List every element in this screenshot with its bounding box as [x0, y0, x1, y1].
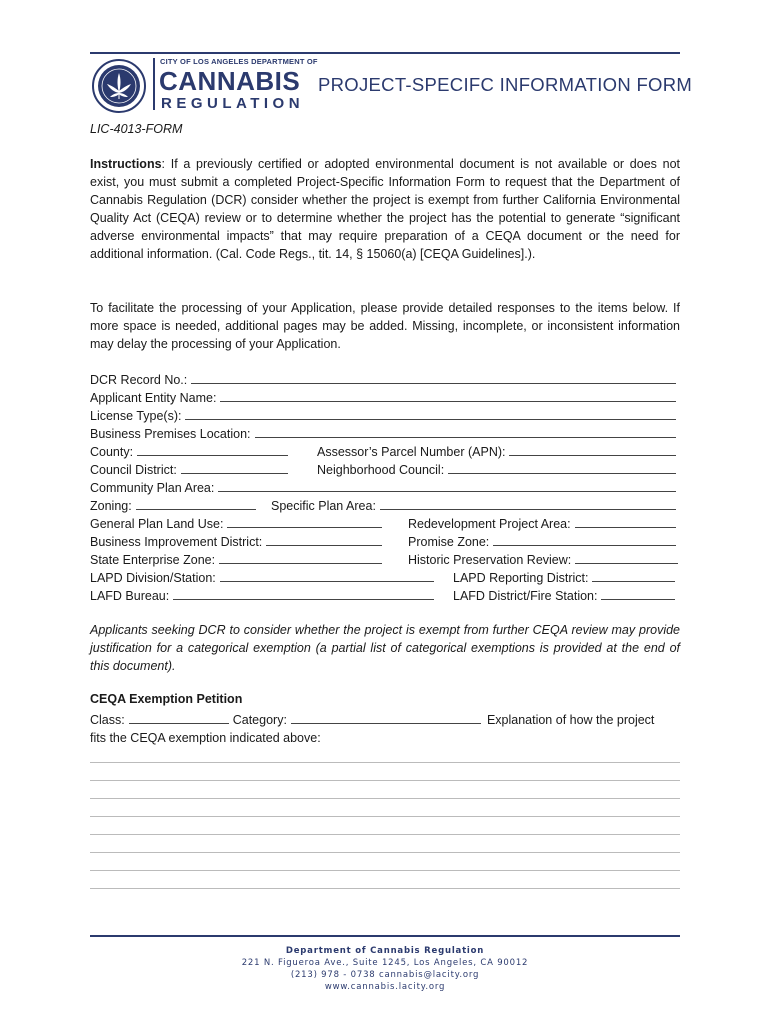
instructions-label: Instructions: [90, 157, 162, 171]
org-name: CANNABIS: [159, 66, 301, 96]
lapd-division-input[interactable]: [220, 570, 434, 582]
explanation-line[interactable]: [90, 816, 680, 817]
explanation-label: Explanation of how the project: [486, 713, 655, 727]
footer-address: 221 N. Figueroa Ave., Suite 1245, Los Angeles, CA 90012: [241, 958, 529, 968]
lapd-reporting-label: LAPD Reporting District:: [453, 571, 589, 585]
form-title: PROJECT-SPECIFC INFORMATION FORM: [318, 74, 693, 95]
footer-rule: [90, 935, 680, 937]
community-plan-input[interactable]: [218, 480, 676, 492]
explanation-line[interactable]: [90, 888, 680, 889]
entity-name-input[interactable]: [220, 390, 676, 402]
redevelopment-field[interactable]: [408, 515, 676, 533]
license-types-input[interactable]: [185, 408, 676, 420]
org-subname: REGULATION: [161, 95, 305, 112]
lapd-division-label: LAPD Division/Station:: [90, 571, 216, 585]
council-district-field[interactable]: [90, 461, 288, 479]
state-enterprise-input[interactable]: [219, 552, 382, 564]
footer-contact: (213) 978 - 0738 cannabis@lacity.org: [290, 970, 480, 980]
lapd-division-field[interactable]: [90, 569, 434, 587]
bid-input[interactable]: [266, 534, 382, 546]
premises-location-field[interactable]: [90, 425, 676, 443]
state-enterprise-label: State Enterprise Zone:: [90, 553, 216, 567]
category-label: Category:: [232, 713, 287, 727]
explanation-line[interactable]: [90, 852, 680, 853]
class-category-row: [90, 711, 680, 729]
explanation-line[interactable]: [90, 798, 680, 799]
general-plan-input[interactable]: [227, 516, 382, 528]
promise-zone-label: Promise Zone:: [408, 535, 490, 549]
footer-website: www.cannabis.lacity.org: [324, 982, 446, 992]
neighborhood-council-input[interactable]: [448, 462, 676, 474]
explanation-line[interactable]: [90, 834, 680, 835]
class-label: Class:: [90, 713, 125, 727]
explanation-line[interactable]: [90, 870, 680, 871]
apn-field[interactable]: [317, 443, 676, 461]
entity-name-field[interactable]: [90, 389, 676, 407]
logo-divider: [153, 58, 155, 110]
general-plan-label: General Plan Land Use:: [90, 517, 224, 531]
explanation-line[interactable]: [90, 780, 680, 781]
category-input[interactable]: [291, 712, 481, 724]
dcr-record-field[interactable]: [90, 371, 676, 389]
community-plan-label: Community Plan Area:: [90, 481, 215, 495]
specific-plan-field[interactable]: [271, 497, 676, 515]
county-field[interactable]: [90, 443, 288, 461]
premises-location-label: Business Premises Location:: [90, 427, 251, 441]
general-plan-field[interactable]: [90, 515, 382, 533]
redevelopment-input[interactable]: [575, 516, 676, 528]
form-id: LIC-4013-FORM: [90, 122, 183, 136]
promise-zone-input[interactable]: [493, 534, 676, 546]
dcr-record-label: DCR Record No.:: [90, 373, 188, 387]
council-district-label: Council District:: [90, 463, 177, 477]
lafd-district-field[interactable]: [453, 587, 675, 605]
explanation-line[interactable]: [90, 762, 680, 763]
license-types-field[interactable]: [90, 407, 676, 425]
lafd-bureau-input[interactable]: [173, 588, 434, 600]
city-seal-logo: [92, 59, 146, 113]
historic-label: Historic Preservation Review:: [408, 553, 572, 567]
apn-input[interactable]: [509, 444, 676, 456]
redevelopment-label: Redevelopment Project Area:: [408, 517, 571, 531]
specific-plan-label: Specific Plan Area:: [271, 499, 376, 513]
community-plan-field[interactable]: [90, 479, 676, 497]
class-input[interactable]: [129, 712, 229, 724]
specific-plan-input[interactable]: [380, 498, 676, 510]
fits-text: fits the CEQA exemption indicated above:: [90, 731, 321, 745]
lafd-bureau-label: LAFD Bureau:: [90, 589, 170, 603]
neighborhood-council-field[interactable]: [317, 461, 676, 479]
premises-location-input[interactable]: [255, 426, 677, 438]
council-district-input[interactable]: [181, 462, 288, 474]
historic-input[interactable]: [575, 552, 678, 564]
facilitate-paragraph: To facilitate the processing of your Application, please provide detailed responses to the items below. If more space is needed, additional pages may be added. Missing, incomplete, or inconsistent information may delay the processing of your Application.: [90, 301, 680, 351]
footer-department: Department of Cannabis Regulation: [285, 946, 485, 956]
lapd-reporting-input[interactable]: [592, 570, 675, 582]
promise-zone-field[interactable]: [408, 533, 676, 551]
neighborhood-council-label: Neighborhood Council:: [317, 463, 445, 477]
zoning-input[interactable]: [136, 498, 256, 510]
instructions-text: : If a previously certified or adopted environmental document is not available or does not exist, you must submit a completed Project-Specific Information Form to request that the Department of Cannabis Regulation (DCR) consider whether the project is exempt from further California Environmental Quality Act (CEQA) review or to determine whether the project has the potential to generate “significant adverse environmental impacts” that may require preparation of a CEQA document or the need for additional information. (Cal. Code Regs., tit. 14, § 15060(a) [CEQA Guidelines].).: [90, 157, 680, 261]
org-prefix: CITY OF LOS ANGELES DEPARTMENT OF: [160, 57, 318, 66]
county-input[interactable]: [137, 444, 288, 456]
dcr-record-input[interactable]: [191, 372, 676, 384]
apn-label: Assessor’s Parcel Number (APN):: [317, 445, 506, 459]
lafd-bureau-field[interactable]: [90, 587, 434, 605]
lafd-district-input[interactable]: [601, 588, 675, 600]
state-enterprise-field[interactable]: [90, 551, 382, 569]
zoning-label: Zoning:: [90, 499, 132, 513]
license-types-label: License Type(s):: [90, 409, 182, 423]
county-label: County:: [90, 445, 134, 459]
bid-label: Business Improvement District:: [90, 535, 263, 549]
zoning-field[interactable]: [90, 497, 256, 515]
petition-title: CEQA Exemption Petition: [90, 692, 243, 706]
historic-field[interactable]: [408, 551, 678, 569]
lafd-district-label: LAFD District/Fire Station:: [453, 589, 598, 603]
bid-field[interactable]: [90, 533, 382, 551]
lapd-reporting-field[interactable]: [453, 569, 675, 587]
header-rule: [90, 52, 680, 54]
applicants-note: Applicants seeking DCR to consider whether the project is exempt from further CEQA review may provide justification for a categorical exemption (a partial list of categorical exemptions is provided at the end of this document).: [90, 623, 680, 673]
entity-name-label: Applicant Entity Name:: [90, 391, 217, 405]
instructions-paragraph: [90, 155, 680, 263]
